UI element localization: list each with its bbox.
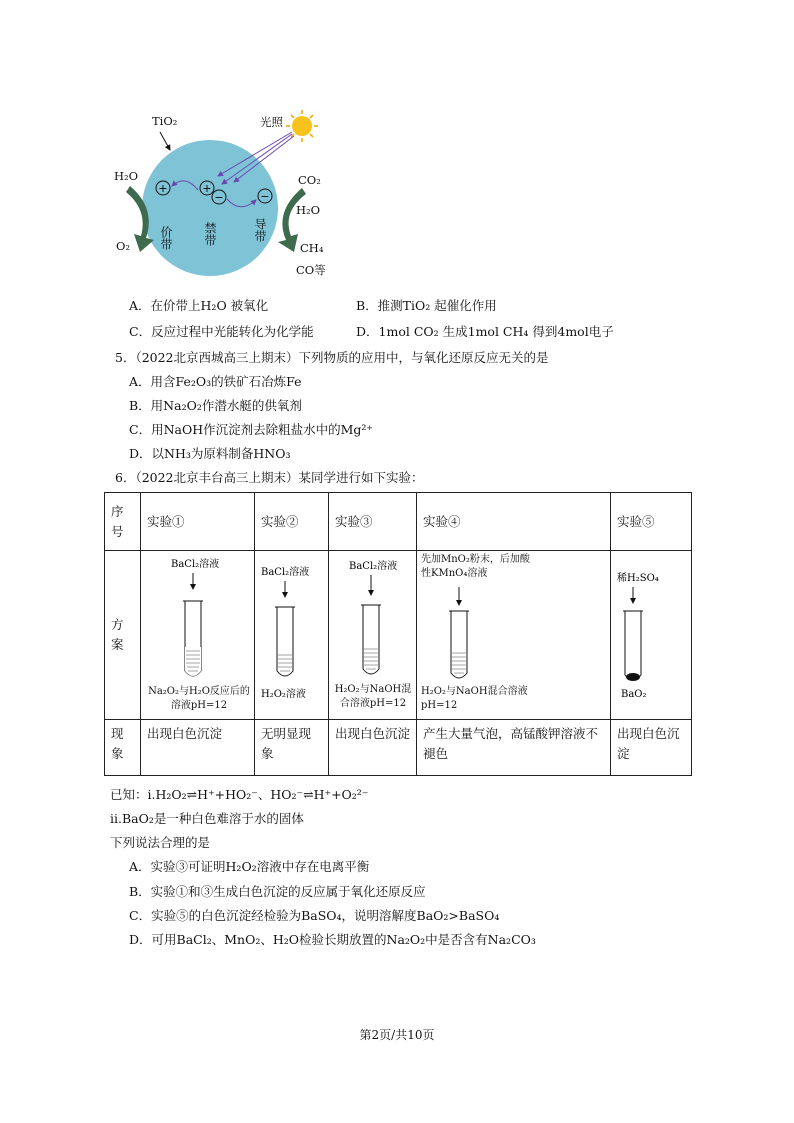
q6-option-a: A．实验③可证明H₂O₂溶液中存在电离平衡 bbox=[129, 859, 370, 874]
scheme-cell-2 bbox=[255, 551, 329, 720]
scheme-cell-4 bbox=[417, 551, 611, 720]
exp-header-3: 实验③ bbox=[329, 493, 417, 551]
test-tube-3 bbox=[361, 605, 381, 674]
reagent-bottom-2: H₂O₂溶液 bbox=[261, 689, 306, 700]
phenomenon-cell-3: 出现白色沉淀 bbox=[329, 720, 417, 776]
h2o-right-label: H₂O bbox=[296, 203, 321, 217]
conduction-band-label: 导带 bbox=[253, 218, 267, 242]
light-label: 光照 bbox=[260, 115, 283, 129]
q6-prompt: 下列说法合理的是 bbox=[110, 835, 211, 850]
sun-icon bbox=[286, 110, 318, 142]
h2o-left-label: H₂O bbox=[114, 169, 139, 183]
header-cell-number: 序号 bbox=[105, 493, 141, 551]
q6-stem: 6．（2022北京丰台高三上期末）某同学进行如下实验： bbox=[115, 470, 424, 485]
phenomenon-cell-5: 出现白色沉淀 bbox=[611, 720, 692, 776]
known-condition-1: 已知：i.H₂O₂⇌H⁺+HO₂⁻、HO₂⁻⇌H⁺+O₂²⁻ bbox=[110, 787, 369, 802]
reagent-bottom-3: H₂O₂与NaOH混合溶液pH=12 bbox=[334, 684, 412, 709]
ch4-label: CH₄ bbox=[300, 241, 324, 255]
q6-option-d: D．可用BaCl₂、MnO₂、H₂O检验长期放置的Na₂O₂中是否含有Na₂CO₃ bbox=[129, 932, 536, 947]
q5-option-a: A．用含Fe₂O₃的铁矿石冶炼Fe bbox=[129, 374, 302, 389]
diagram-canvas bbox=[110, 108, 350, 288]
co-label: CO等 bbox=[296, 263, 326, 277]
q5-stem: 5．（2022北京西城高三上期末）下列物质的应用中，与氧化还原反应无关的是 bbox=[115, 350, 549, 365]
test-tube-4 bbox=[449, 611, 469, 678]
reagent-top-4: 先加MnO₂粉末，后加酸性KMnO₄溶液 bbox=[421, 554, 530, 579]
known-condition-2: ii.BaO₂是一种白色难溶于水的固体 bbox=[110, 811, 304, 826]
valence-band-label: 价带 bbox=[159, 226, 173, 250]
header-cell-phenomenon: 现象 bbox=[105, 720, 141, 776]
reagent-top-2: BaCl₂溶液 bbox=[261, 567, 310, 578]
exp-header-5: 实验⑤ bbox=[611, 493, 692, 551]
q5-option-c: C．用NaOH作沉淀剂去除粗盐水中的Mg²⁺ bbox=[129, 422, 374, 437]
reagent-bottom-1: Na₂O₂与H₂O反应后的溶液pH=12 bbox=[148, 686, 250, 711]
svg-text:−: − bbox=[214, 191, 224, 204]
page-footer: 第2页/共10页 bbox=[359, 1028, 435, 1042]
bao2-solid bbox=[626, 673, 640, 681]
q5-option-b: B．用Na₂O₂作潜水艇的供氧剂 bbox=[129, 398, 302, 413]
svg-text:+: + bbox=[202, 182, 212, 195]
tio2-sphere bbox=[142, 140, 278, 276]
reagent-top-1: BaCl₂溶液 bbox=[171, 559, 220, 570]
q4-option-a: A．在价带上H₂O 被氧化 bbox=[129, 298, 269, 313]
photocatalysis-diagram bbox=[110, 108, 350, 288]
phenomenon-cell-2: 无明显现象 bbox=[255, 720, 329, 776]
co2-label: CO₂ bbox=[298, 173, 321, 187]
q6-option-b: B．实验①和③生成白色沉淀的反应属于氧化还原反应 bbox=[129, 884, 426, 899]
reagent-top-5: 稀H₂SO₄ bbox=[617, 573, 659, 584]
forbidden-band-label: 禁带 bbox=[203, 222, 217, 246]
reagent-bottom-4: H₂O₂与NaOH混合溶液pH=12 bbox=[421, 686, 528, 711]
svg-text:+: + bbox=[158, 182, 168, 195]
test-tube-1 bbox=[183, 601, 203, 676]
q4-option-d: D．1mol CO₂ 生成1mol CH₄ 得到4mol电子 bbox=[356, 324, 614, 339]
table-row-scheme bbox=[105, 551, 692, 720]
q4-option-b: B．推测TiO₂ 起催化作用 bbox=[356, 298, 497, 313]
tio2-pointer bbox=[160, 132, 170, 150]
experiment-table bbox=[104, 492, 692, 776]
table-row-number bbox=[105, 493, 692, 551]
q4-option-c: C．反应过程中光能转化为化学能 bbox=[129, 324, 314, 339]
test-tube-2 bbox=[275, 607, 295, 676]
reagent-bottom-5: BaO₂ bbox=[621, 689, 647, 700]
scheme-cell-3 bbox=[329, 551, 417, 720]
phenomenon-cell-1: 出现白色沉淀 bbox=[141, 720, 255, 776]
phenomenon-cell-4: 产生大量气泡，高锰酸钾溶液不褪色 bbox=[417, 720, 611, 776]
scheme-cell-5 bbox=[611, 551, 692, 720]
table-row-phenomenon bbox=[105, 720, 692, 776]
exp-header-4: 实验④ bbox=[417, 493, 611, 551]
header-cell-scheme: 方案 bbox=[105, 551, 141, 720]
exp-header-1: 实验① bbox=[141, 493, 255, 551]
test-tube-5 bbox=[623, 611, 643, 681]
q6-option-c: C．实验⑤的白色沉淀经检验为BaSO₄，说明溶解度BaO₂>BaSO₄ bbox=[129, 908, 500, 923]
tio2-label: TiO₂ bbox=[152, 114, 178, 128]
scheme-cell-1 bbox=[141, 551, 255, 720]
o2-label: O₂ bbox=[116, 239, 131, 253]
q5-option-d: D．以NH₃为原料制备HNO₃ bbox=[129, 446, 291, 461]
reagent-top-3: BaCl₂溶液 bbox=[349, 561, 398, 572]
exp-header-2: 实验② bbox=[255, 493, 329, 551]
svg-text:−: − bbox=[260, 190, 270, 203]
